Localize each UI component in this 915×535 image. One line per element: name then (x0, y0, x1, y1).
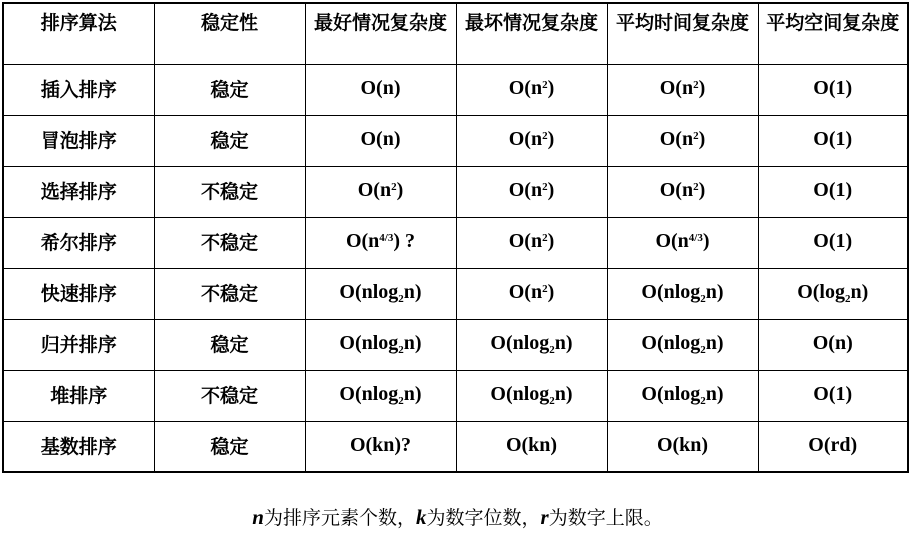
algorithm-name-cell: 冒泡排序 (3, 115, 154, 166)
average-time-cell: O(nlog$_2$n) (607, 268, 758, 319)
footnote-text-r: 为数字上限。 (548, 507, 663, 529)
average-space-cell: O(1) (758, 217, 908, 268)
table-row (3, 217, 908, 268)
sorting-complexity-table (2, 2, 909, 473)
average-time-cell: $O(n^2)$ (607, 64, 758, 115)
header-average-space: 平均空间复杂度 (758, 3, 908, 64)
worst-case-cell: $O(n^2)$ (456, 115, 607, 166)
stability-cell: 不稳定 (154, 370, 305, 421)
algorithm-name-cell: 希尔排序 (3, 217, 154, 268)
table-row (3, 370, 908, 421)
average-time-cell: $O(n^2)$ (607, 166, 758, 217)
stability-cell: 稳定 (154, 115, 305, 166)
average-time-cell: $O(n^2)$ (607, 115, 758, 166)
best-case-cell: O(n) (305, 64, 456, 115)
average-space-cell: O(1) (758, 166, 908, 217)
algorithm-name-cell: 归并排序 (3, 319, 154, 370)
header-row (3, 3, 908, 64)
best-case-cell: $O(n^{4/3})$ ? (305, 217, 456, 268)
average-time-cell: O(nlog$_2$n) (607, 319, 758, 370)
worst-case-cell: $O(n^2)$ (456, 268, 607, 319)
algorithm-name-cell: 基数排序 (3, 421, 154, 472)
header-stability: 稳定性 (154, 3, 305, 64)
stability-cell: 不稳定 (154, 268, 305, 319)
table-row (3, 319, 908, 370)
best-case-cell: O(kn)? (305, 421, 456, 472)
footnote-text-k: 为数字位数， (426, 507, 541, 529)
footnote-var-n: n (252, 505, 264, 529)
best-case-cell: O(n) (305, 115, 456, 166)
best-case-cell: O(nlog$_2$n) (305, 319, 456, 370)
stability-cell: 不稳定 (154, 217, 305, 268)
table-body (3, 64, 908, 472)
worst-case-cell: $O(n^2)$ (456, 217, 607, 268)
average-space-cell: $O(\log_2n)$ (758, 268, 908, 319)
footnote (0, 503, 915, 530)
sorting-complexity-table-wrapper (2, 2, 909, 473)
footnote-text-n: 为排序元素个数， (263, 507, 416, 529)
best-case-cell: O(nlog$_2$n) (305, 370, 456, 421)
table-row (3, 268, 908, 319)
average-space-cell: O(rd) (758, 421, 908, 472)
average-time-cell: O(nlog$_2$n) (607, 370, 758, 421)
best-case-cell: O(nlog$_2$n) (305, 268, 456, 319)
footnote-var-k: k (415, 505, 427, 529)
table-row (3, 115, 908, 166)
worst-case-cell: $O(n^2)$ (456, 64, 607, 115)
best-case-cell: $O(n^2)$ (305, 166, 456, 217)
algorithm-name-cell: 快速排序 (3, 268, 154, 319)
table-row (3, 64, 908, 115)
header-best-case: 最好情况复杂度 (305, 3, 456, 64)
stability-cell: 不稳定 (154, 166, 305, 217)
average-space-cell: O(n) (758, 319, 908, 370)
table-row (3, 421, 908, 472)
algorithm-name-cell: 堆排序 (3, 370, 154, 421)
stability-cell: 稳定 (154, 64, 305, 115)
worst-case-cell: O(nlog$_2$n) (456, 319, 607, 370)
worst-case-cell: O(nlog$_2$n) (456, 370, 607, 421)
header-algorithm: 排序算法 (3, 3, 154, 64)
footnote-var-r: r (540, 505, 549, 529)
table-row (3, 166, 908, 217)
average-space-cell: O(1) (758, 64, 908, 115)
stability-cell: 稳定 (154, 319, 305, 370)
stability-cell: 稳定 (154, 421, 305, 472)
header-average-time: 平均时间复杂度 (607, 3, 758, 64)
algorithm-name-cell: 插入排序 (3, 64, 154, 115)
average-time-cell: O(kn) (607, 421, 758, 472)
average-time-cell: $O(n^{4/3})$ (607, 217, 758, 268)
worst-case-cell: $O(n^2)$ (456, 166, 607, 217)
worst-case-cell: O(kn) (456, 421, 607, 472)
algorithm-name-cell: 选择排序 (3, 166, 154, 217)
average-space-cell: O(1) (758, 115, 908, 166)
header-worst-case: 最坏情况复杂度 (456, 3, 607, 64)
average-space-cell: O(1) (758, 370, 908, 421)
